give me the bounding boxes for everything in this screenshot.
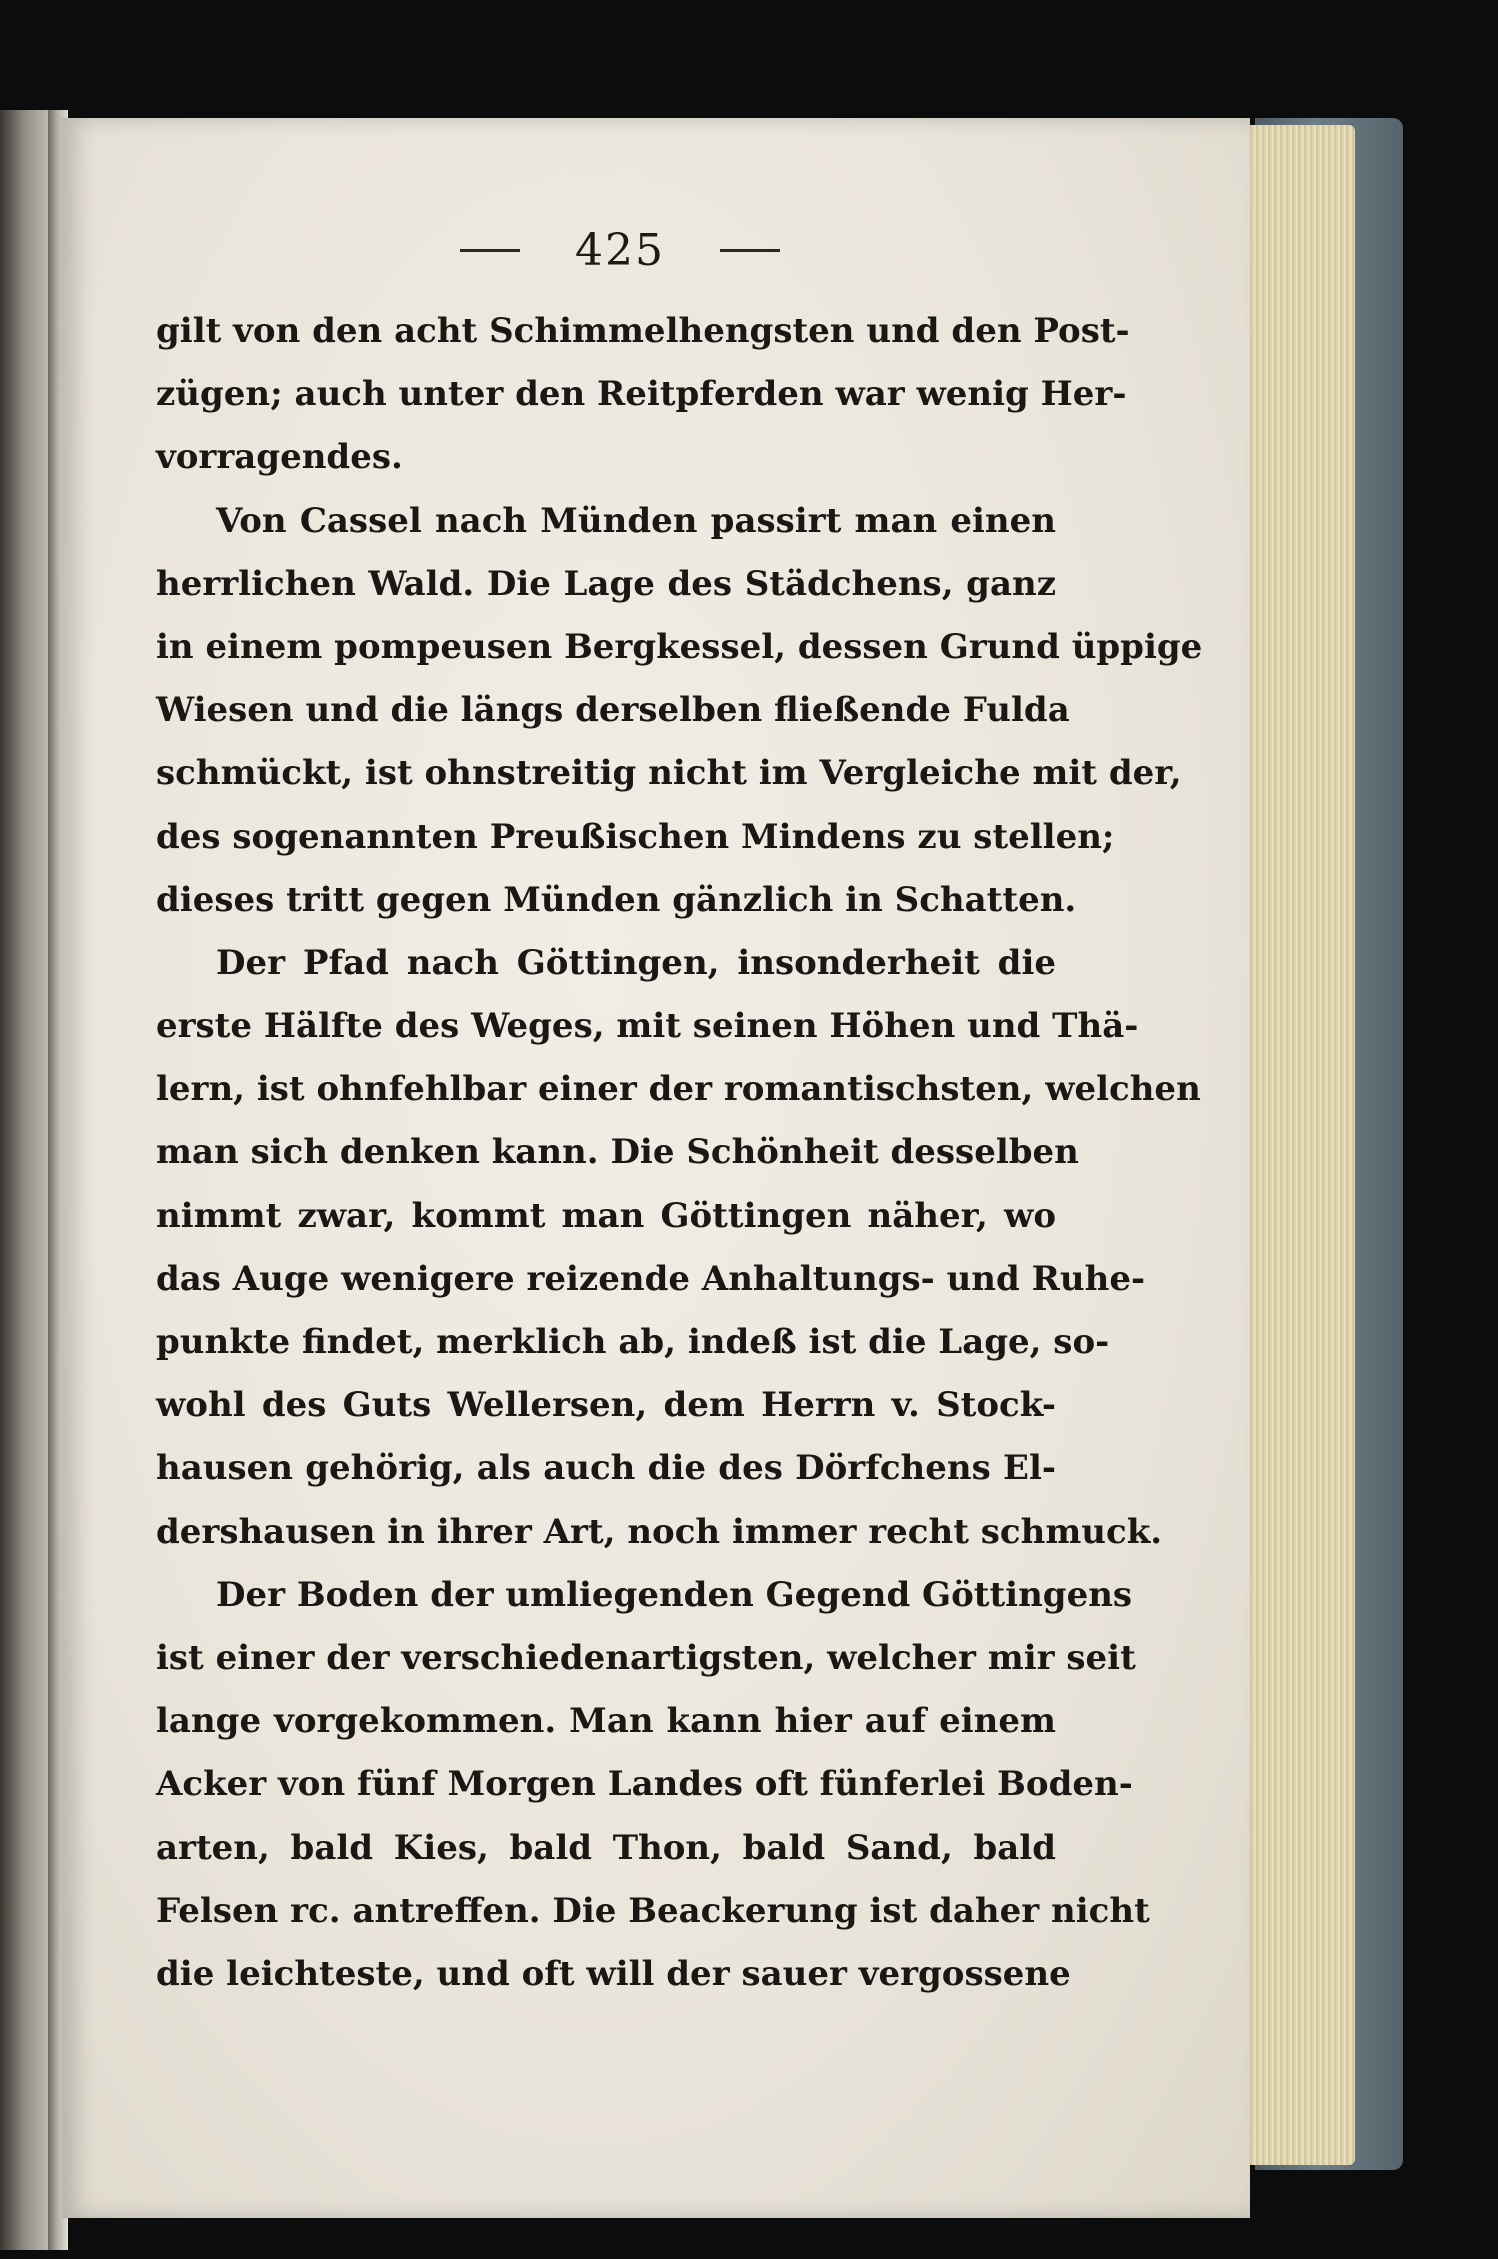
text-line: wohl des Guts Wellersen, dem Herrn v. Stock- bbox=[156, 1385, 1056, 1426]
text-line: nimmt zwar, kommt man Göttingen näher, wo bbox=[156, 1195, 1056, 1236]
text-line: punkte findet, merklich ab, indeß ist die Lage, so- bbox=[156, 1322, 1110, 1362]
text-line: das Auge wenigere reizende Anhaltungs- und Ruhe- bbox=[156, 1258, 1146, 1299]
text-line: des sogenannten Preußischen Mindens zu stellen; bbox=[156, 816, 1115, 857]
text-line: Der Pfad nach Göttingen, insonderheit die bbox=[216, 942, 1056, 983]
text-line: schmückt, ist ohnstreitig nicht im Vergleiche mit der, bbox=[156, 753, 1182, 794]
text-line: vorragendes. bbox=[156, 437, 403, 478]
header-dash-right bbox=[720, 249, 780, 252]
text-line: lange vorgekommen. Man kann hier auf einem bbox=[156, 1701, 1056, 1742]
text-line: Von Cassel nach Münden passirt man einen bbox=[216, 500, 1056, 541]
text-line: gilt von den acht Schimmelhengsten und den Post- bbox=[156, 311, 1130, 351]
text-line: erste Hälfte des Weges, mit seinen Höhen und Thä- bbox=[156, 1006, 1139, 1047]
text-line: Acker von fünf Morgen Landes oft fünferlei Boden- bbox=[156, 1764, 1133, 1805]
page-header bbox=[460, 220, 780, 280]
page-edges bbox=[1235, 125, 1355, 2165]
text-line: ist einer der verschiedenartigsten, welcher mir seit bbox=[156, 1637, 1136, 1678]
text-line: Der Boden der umliegenden Gegend Göttingens bbox=[216, 1574, 1133, 1615]
text-line: lern, ist ohnfehlbar einer der romantischsten, welchen bbox=[156, 1069, 1201, 1110]
text-line: man sich denken kann. Die Schönheit desselben bbox=[156, 1132, 1079, 1173]
page-number: 425 bbox=[575, 224, 665, 276]
text-line: hausen gehörig, als auch die des Dörfchens El- bbox=[156, 1448, 1056, 1489]
text-line: die leichteste, und oft will der sauer vergossene bbox=[156, 1953, 1071, 1994]
body-text bbox=[156, 300, 1203, 2006]
text-line: zügen; auch unter den Reitpferden war wenig Her- bbox=[156, 374, 1127, 415]
text-line: herrlichen Wald. Die Lage des Städchens, ganz bbox=[156, 563, 1056, 604]
text-line: arten, bald Kies, bald Thon, bald Sand, bald bbox=[156, 1827, 1056, 1868]
text-line: in einem pompeusen Bergkessel, dessen Grund üppige bbox=[156, 626, 1203, 667]
text-line: Felsen rc. antreffen. Die Beackerung ist daher nicht bbox=[156, 1890, 1150, 1931]
text-line: Wiesen und die längs derselben fließende Fulda bbox=[156, 690, 1070, 731]
text-line: dieses tritt gegen Münden gänzlich in Schatten. bbox=[156, 879, 1077, 920]
text-line: dershausen in ihrer Art, noch immer recht schmuck. bbox=[156, 1511, 1163, 1552]
header-dash-left bbox=[460, 249, 520, 252]
